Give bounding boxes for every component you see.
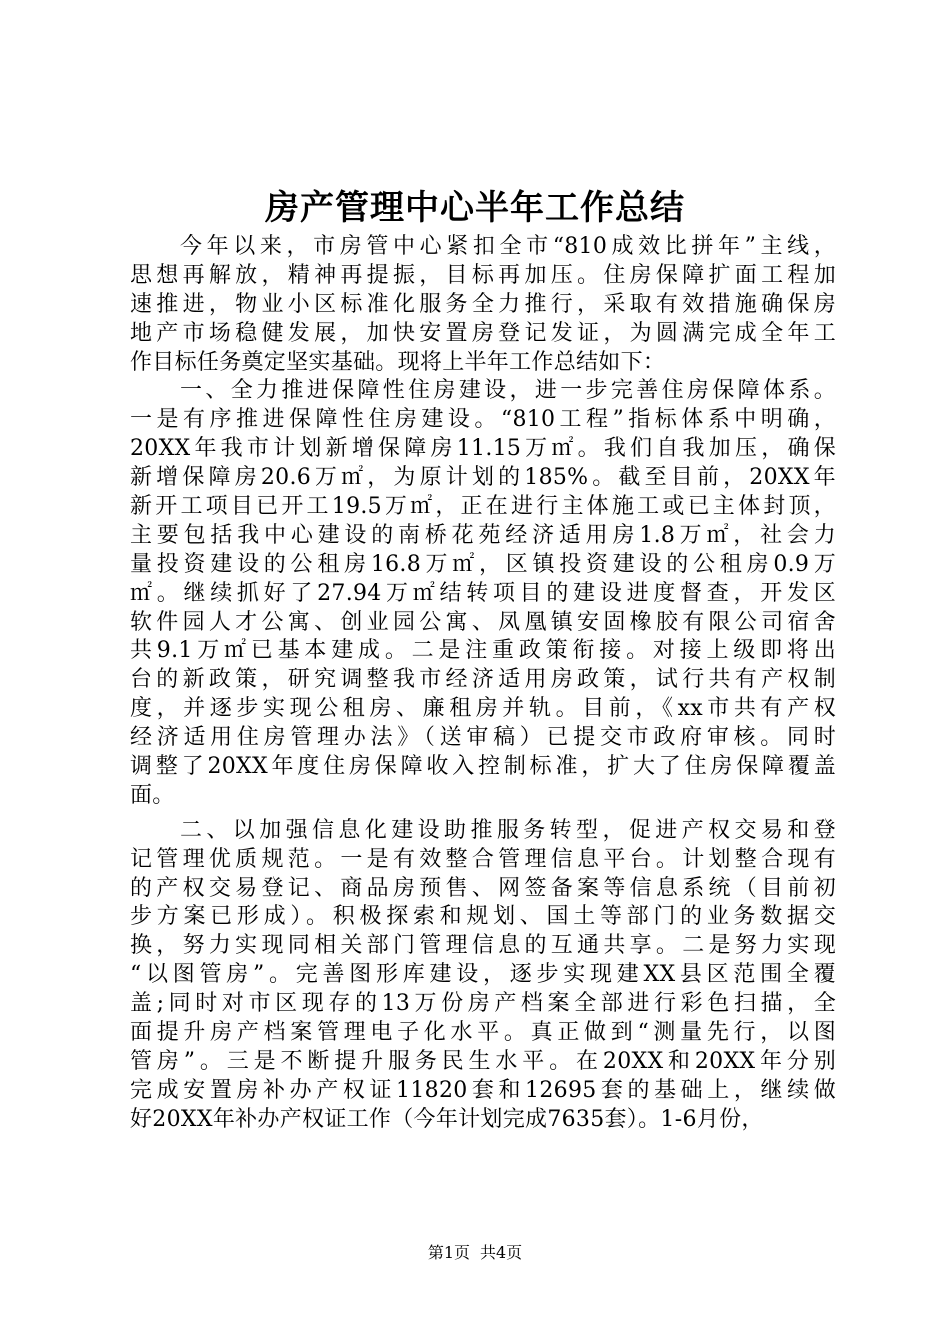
paragraph-line: 软件园人才公寓、创业园公寓、凤凰镇安固橡胶有限公司宿舍 [130,609,836,635]
paragraph-line: 面提升房产档案管理电子化水平。真正做到“测量先行，以图 [130,1020,836,1046]
paragraph-line: 度，并逐步实现公租房、廉租房并轨。目前，《xx市共有产权 [130,696,836,722]
paragraph-line: 二、以加强信息化建设助推服务转型，促进产权交易和登 [180,817,836,843]
paragraph-line: 换，努力实现同相关部门管理信息的互通共享。二是努力实现 [130,933,836,959]
paragraph-line: 盖;同时对市区现存的13万份房产档案全部进行彩色扫描，全 [130,991,836,1017]
paragraph-line: ㎡。继续抓好了27.94万㎡结转项目的建设进度督查，开发区 [130,580,836,606]
paragraph-line: 步方案已形成）。积极探索和规划、国土等部门的业务数据交 [130,904,836,930]
paragraph-line: 管房”。三是不断提升服务民生水平。在20XX和20XX年分别 [130,1048,836,1074]
paragraph-line: 共9.1万㎡已基本建成。二是注重政策衔接。对接上级即将出 [130,638,836,664]
paragraph-line: 面。 [130,782,175,808]
paragraph-line: 新开工项目已开工19.5万㎡，正在进行主体施工或已主体封顶， [130,494,836,520]
paragraph [130,377,836,810]
paragraph-line: 一、全力推进保障性住房建设，进一步完善住房保障体系。 [180,378,836,404]
paragraph-line: 记管理优质规范。一是有效整合管理信息平台。计划整合现有 [130,846,836,872]
document-title: 房产管理中心半年工作总结 [265,188,685,228]
paragraph-line: 地产市场稳健发展，加快安置房登记发证，为圆满完成全年工 [130,320,836,346]
paragraph-line: 调整了20XX年度住房保障收入控制标准，扩大了住房保障覆盖 [130,754,836,780]
paragraph [130,233,836,377]
paragraph-line: 的产权交易登记、商品房预售、网签备案等信息系统（目前初 [130,875,836,901]
page-footer [0,1241,950,1265]
paragraph-line: 量投资建设的公租房16.8万㎡，区镇投资建设的公租房0.9万 [130,551,836,577]
paragraph-line: 经济适用住房管理办法》（送审稿）已提交市政府审核。同时 [130,725,836,751]
paragraph [130,817,836,1135]
page-total: 共4页 [480,1243,523,1262]
paragraph-line: 台的新政策，研究调整我市经济适用房政策，试行共有产权制 [130,667,836,693]
paragraph-line: 20XX年我市计划新增保障房11.15万㎡。我们自我加压，确保 [130,436,836,462]
paragraph-line: 速推进，物业小区标准化服务全力推行，采取有效措施确保房 [130,291,836,317]
paragraph-line: 主要包括我中心建设的南桥花苑经济适用房1.8万㎡，社会力 [130,522,836,548]
paragraph-line: 思想再解放，精神再提振，目标再加压。住房保障扩面工程加 [130,262,836,288]
paragraph-line: 一是有序推进保障性住房建设。“810工程”指标体系中明确， [130,407,836,433]
paragraph-line: 作目标任务奠定坚实基础。现将上半年工作总结如下： [130,349,666,375]
paragraph-line: 今年以来，市房管中心紧扣全市“810成效比拼年”主线， [180,234,836,259]
document-body [130,233,836,1135]
paragraph-line: 好20XX年补办产权证工作（今年计划完成7635套）。1-6月份， [130,1106,764,1132]
page-number: 第1页 [427,1243,470,1262]
paragraph-line: “以图管房”。完善图形库建设，逐步实现建XX县区范围全覆 [130,962,836,988]
paragraph-line: 完成安置房补办产权证11820套和12695套的基础上，继续做 [130,1077,836,1103]
paragraph-line: 新增保障房20.6万㎡，为原计划的185%。截至目前，20XX年 [130,465,836,491]
